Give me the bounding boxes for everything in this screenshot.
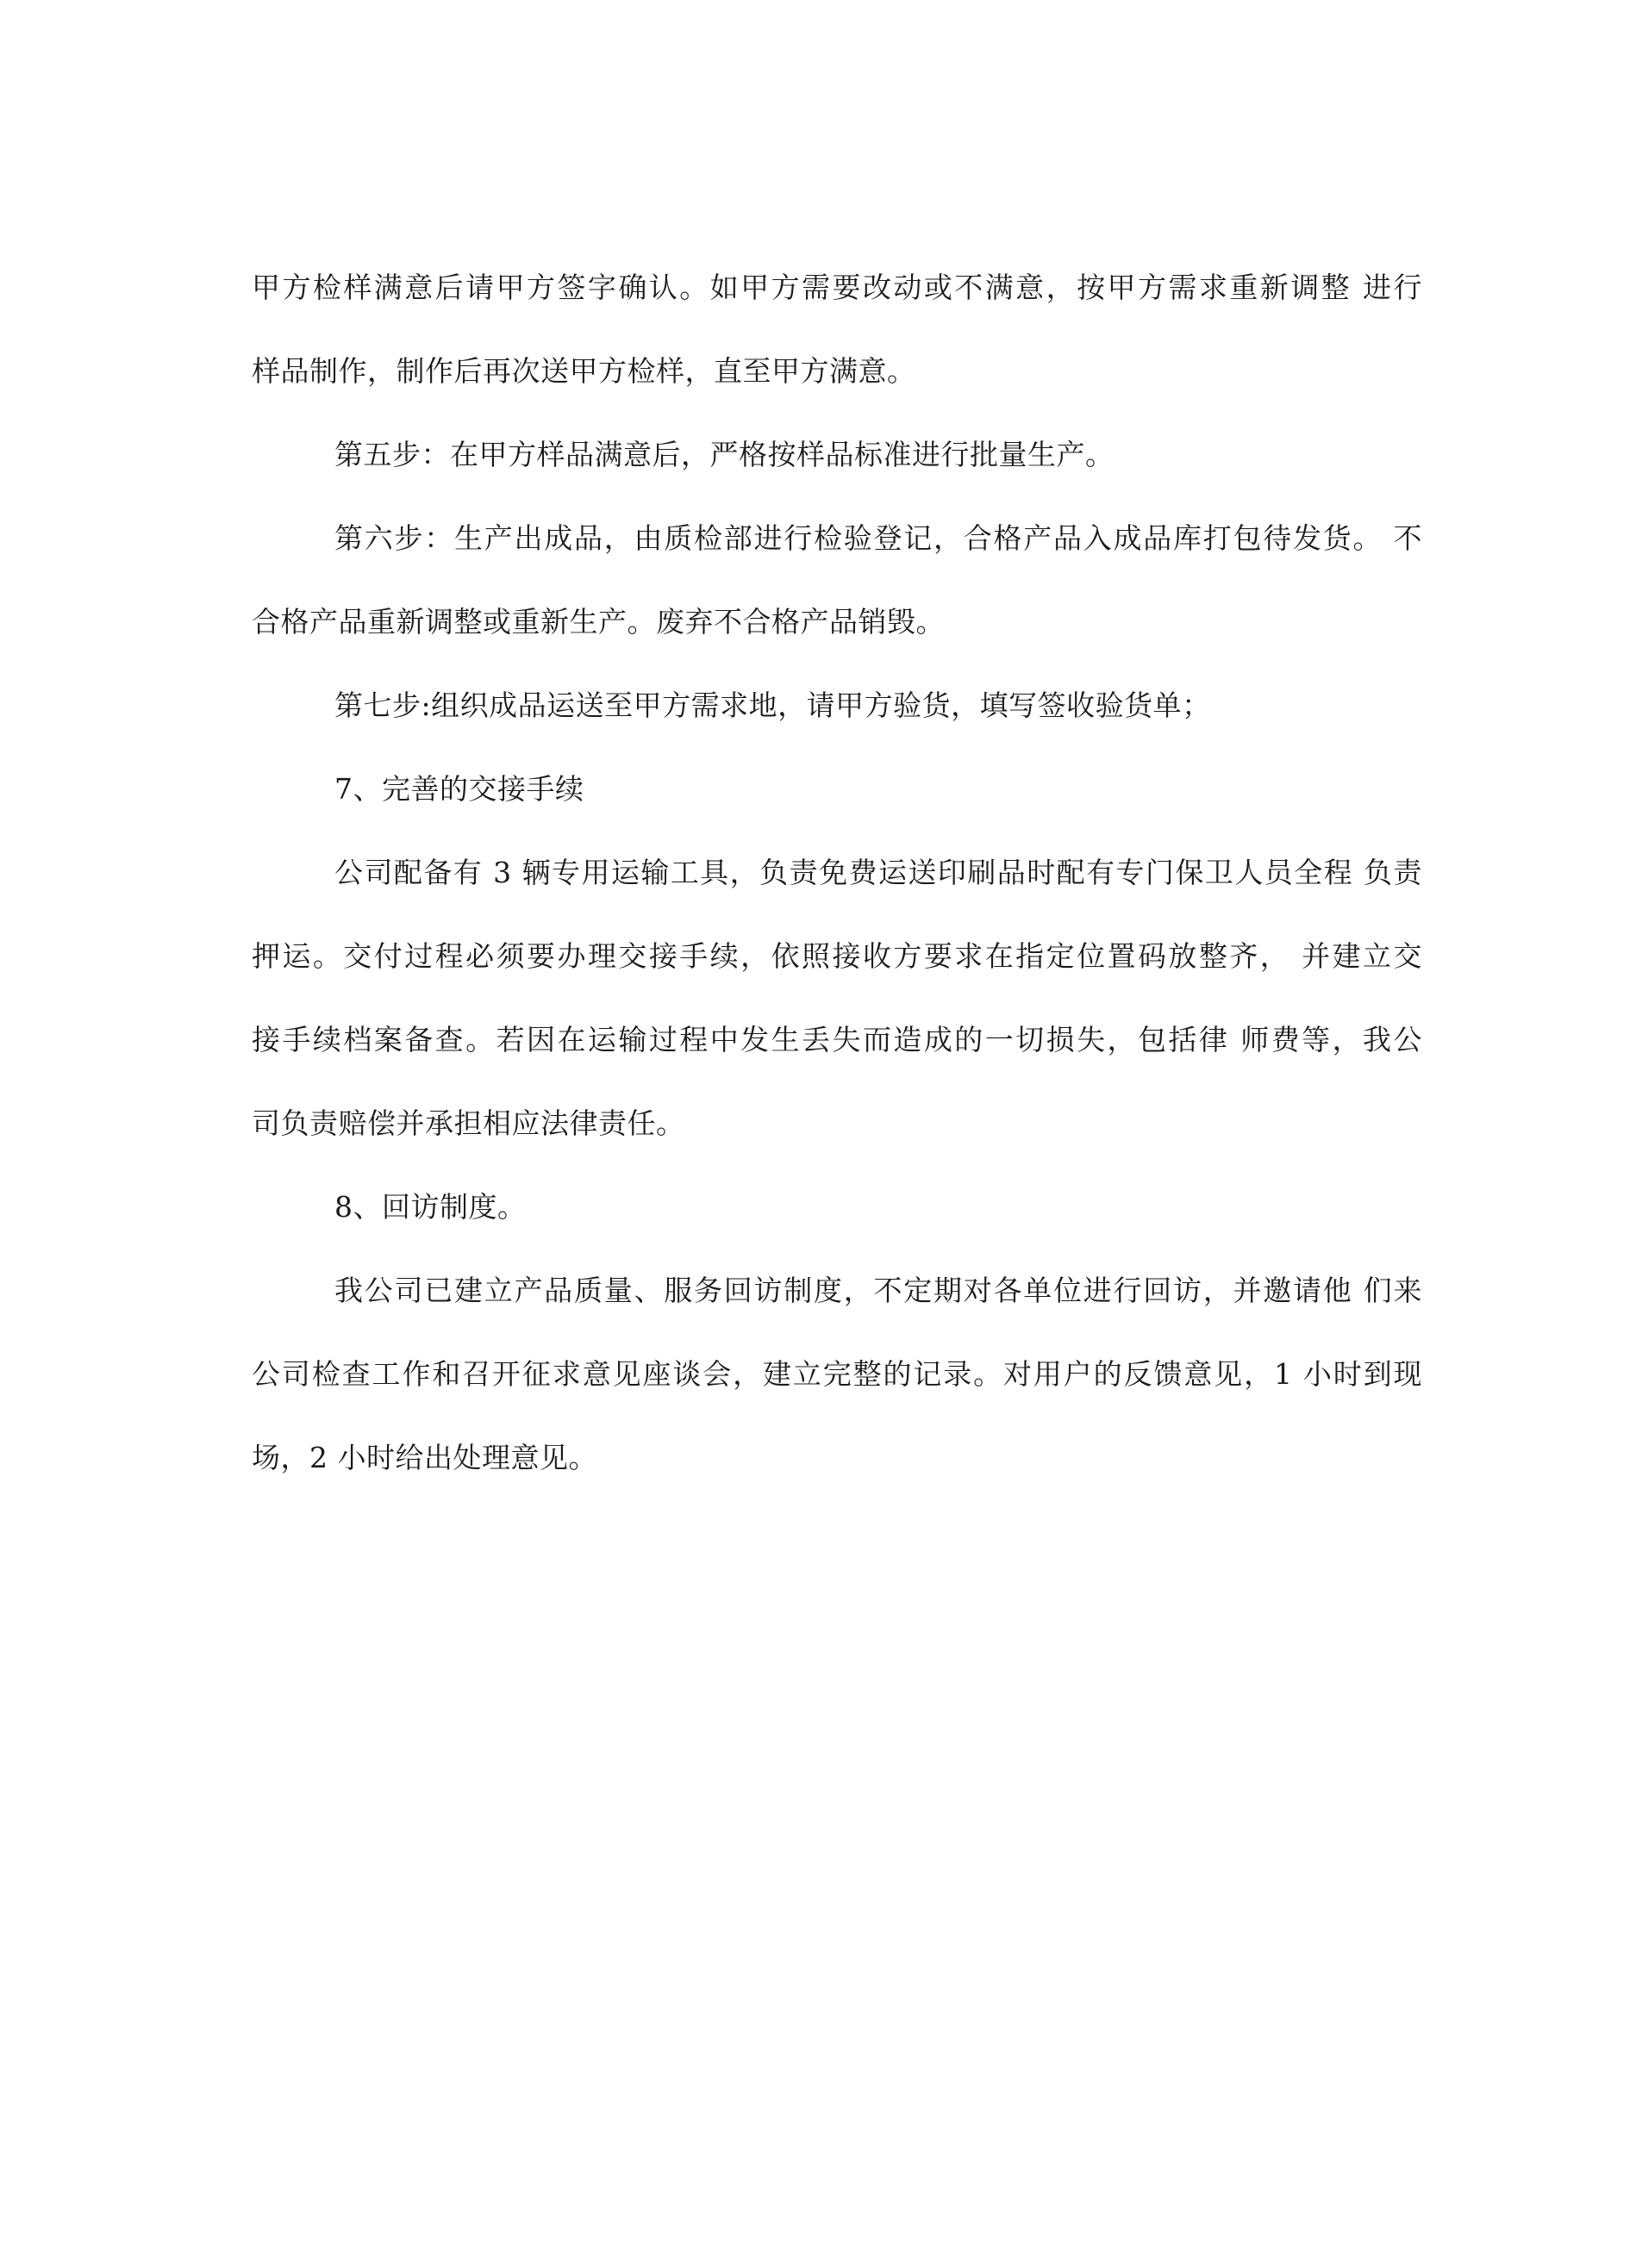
paragraph-line: 甲方检样满意后请甲方签字确认。如甲方需要改动或不满意，按甲方需求重新调整 进行 xyxy=(252,271,1422,304)
document-body xyxy=(252,246,1422,1499)
section-heading: 7、完善的交接手续 xyxy=(334,772,584,806)
paragraph-line: 公司配备有 3 辆专用运输工具，负责免费运送印刷品时配有专门保卫人员全程 负责 xyxy=(334,856,1422,889)
paragraph-line: 我公司已建立产品质量、服务回访制度，不定期对各单位进行回访，并邀请他 们来 xyxy=(334,1274,1422,1307)
paragraph-line: 第七步:组织成品运送至甲方需求地，请甲方验货，填写签收验货单； xyxy=(334,688,1211,722)
paragraph-line: 样品制作，制作后再次送甲方检样，直至甲方满意。 xyxy=(252,354,916,388)
paragraph-line: 押运。交付过程必须要办理交接手续，依照接收方要求在指定位置码放整齐， 并建立交 xyxy=(252,939,1422,973)
paragraph-line: 公司检查工作和召开征求意见座谈会，建立完整的记录。对用户的反馈意见，1 小时到现 xyxy=(252,1357,1422,1391)
paragraph-line: 合格产品重新调整或重新生产。废弃不合格产品销毁。 xyxy=(252,605,945,639)
paragraph-line: 场，2 小时给出处理意见。 xyxy=(252,1441,597,1474)
paragraph-line: 第五步：在甲方样品满意后，严格按样品标准进行批量生产。 xyxy=(334,438,1115,471)
paragraph-line: 司负责赔偿并承担相应法律责任。 xyxy=(252,1106,685,1140)
paragraph-line: 接手续档案备查。若因在运输过程中发生丢失而造成的一切损失，包括律 师费等，我公 xyxy=(252,1023,1422,1056)
paragraph-line: 第六步：生产出成品，由质检部进行检验登记，合格产品入成品库打包待发货。 不 xyxy=(334,521,1422,555)
section-heading: 8、回访制度。 xyxy=(334,1190,527,1224)
